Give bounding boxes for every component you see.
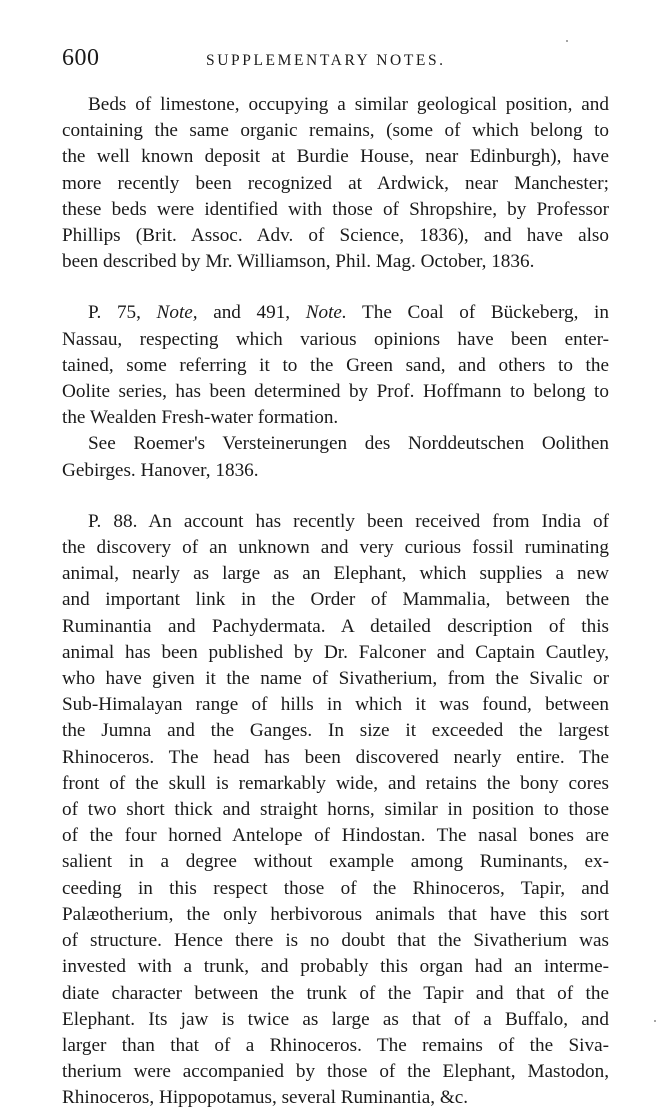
note-italic: Note.	[305, 302, 347, 324]
text-line: See Roemer's Versteinerungen des Norddeutschen Oolithen	[88, 433, 609, 455]
text-line: animal, nearly as large as an Elephant, which supplies a new	[62, 563, 609, 585]
page-reference: P. 75,	[88, 302, 157, 324]
paragraph-sivatherium	[62, 509, 609, 1112]
running-head: SUPPLEMENTARY NOTES.	[206, 52, 446, 69]
text-line: the Jumna and the Ganges. In size it exceeded the largest	[62, 720, 609, 742]
text-fragment: The Coal of Bückeberg, in	[346, 302, 609, 324]
text-line: and important link in the Order of Mammalia, between the	[62, 589, 609, 611]
text-line: Rhinoceros, Hippopotamus, several Ruminantia, &c.	[62, 1087, 469, 1109]
text-line: containing the same organic remains, (some of which belong to	[62, 120, 609, 142]
text-line: of the four horned Antelope of Hindostan. The nasal bones are	[62, 825, 609, 847]
text-line: diate character between the trunk of the Tapir and that of the	[62, 982, 609, 1004]
text-line: the Wealden Fresh-water formation.	[62, 407, 339, 429]
text-line: Nassau, respecting which various opinions have been enter-	[62, 328, 609, 350]
note-italic: Note,	[156, 302, 198, 324]
text-line: Phillips (Brit. Assoc. Adv. of Science, 1836), and have also	[62, 225, 609, 247]
text-line: the well known deposit at Burdie House, near Edinburgh), have	[62, 146, 609, 168]
text-line: the discovery of an unknown and very curious fossil ruminating	[62, 537, 609, 559]
text-line: larger than that of a Rhinoceros. The remains of the Siva-	[62, 1034, 609, 1056]
text-line	[62, 300, 609, 326]
text-line: Elephant. Its jaw is twice as large as that of a Buffalo, and	[62, 1008, 609, 1030]
page-number: 600	[62, 45, 100, 71]
paragraph-limestone-beds	[62, 92, 609, 275]
page-header	[62, 44, 622, 74]
paragraph-roemer-reference	[62, 431, 609, 483]
text-line: of structure. Hence there is no doubt that the Sivatherium was	[62, 930, 609, 952]
text-line: these beds were identified with those of Shropshire, by Professor	[62, 198, 609, 220]
body-text	[62, 92, 609, 1112]
text-line: therium were accompanied by those of the Elephant, Mastodon,	[62, 1061, 609, 1083]
text-line: more recently been recognized at Ardwick, near Manchester;	[62, 172, 609, 194]
text-line: Oolite series, has been determined by Prof. Hoffmann to belong to	[62, 381, 609, 403]
text-line: Ruminantia and Pachydermata. A detailed description of this	[62, 615, 609, 637]
text-line: Palæotherium, the only herbivorous animals that have this sort	[62, 903, 609, 925]
text-fragment: and 491,	[197, 302, 306, 324]
text-line: invested with a trunk, and probably this organ had an interme-	[62, 956, 609, 978]
text-line: of two short thick and straight horns, similar in position to those	[62, 799, 609, 821]
text-line: ceeding in this respect those of the Rhinoceros, Tapir, and	[62, 877, 609, 899]
text-line: tained, some referring it to the Green sand, and others to the	[62, 354, 609, 376]
scan-speck	[566, 40, 568, 42]
text-line: front of the skull is remarkably wide, and retains the bony cores	[62, 772, 609, 794]
scan-speck	[654, 1020, 656, 1022]
text-line: Beds of limestone, occupying a similar geological position, and	[88, 94, 609, 115]
text-line: animal has been published by Dr. Falconer and Captain Cautley,	[62, 641, 609, 663]
text-line: salient in a degree without example among Ruminants, ex-	[62, 851, 609, 873]
text-line: Rhinoceros. The head has been discovered nearly entire. The	[62, 746, 609, 768]
text-line: P. 88. An account has recently been received from India of	[88, 510, 609, 532]
paragraph-coal-of-bueckeberg	[62, 300, 609, 431]
text-line: been described by Mr. Williamson, Phil. Mag. October, 1836.	[62, 251, 535, 273]
text-line: Gebirges. Hanover, 1836.	[62, 459, 259, 481]
text-line: Sub-Himalayan range of hills in which it was found, between	[62, 694, 609, 716]
text-line: who have given it the name of Sivatherium, from the Sivalic or	[62, 668, 609, 690]
